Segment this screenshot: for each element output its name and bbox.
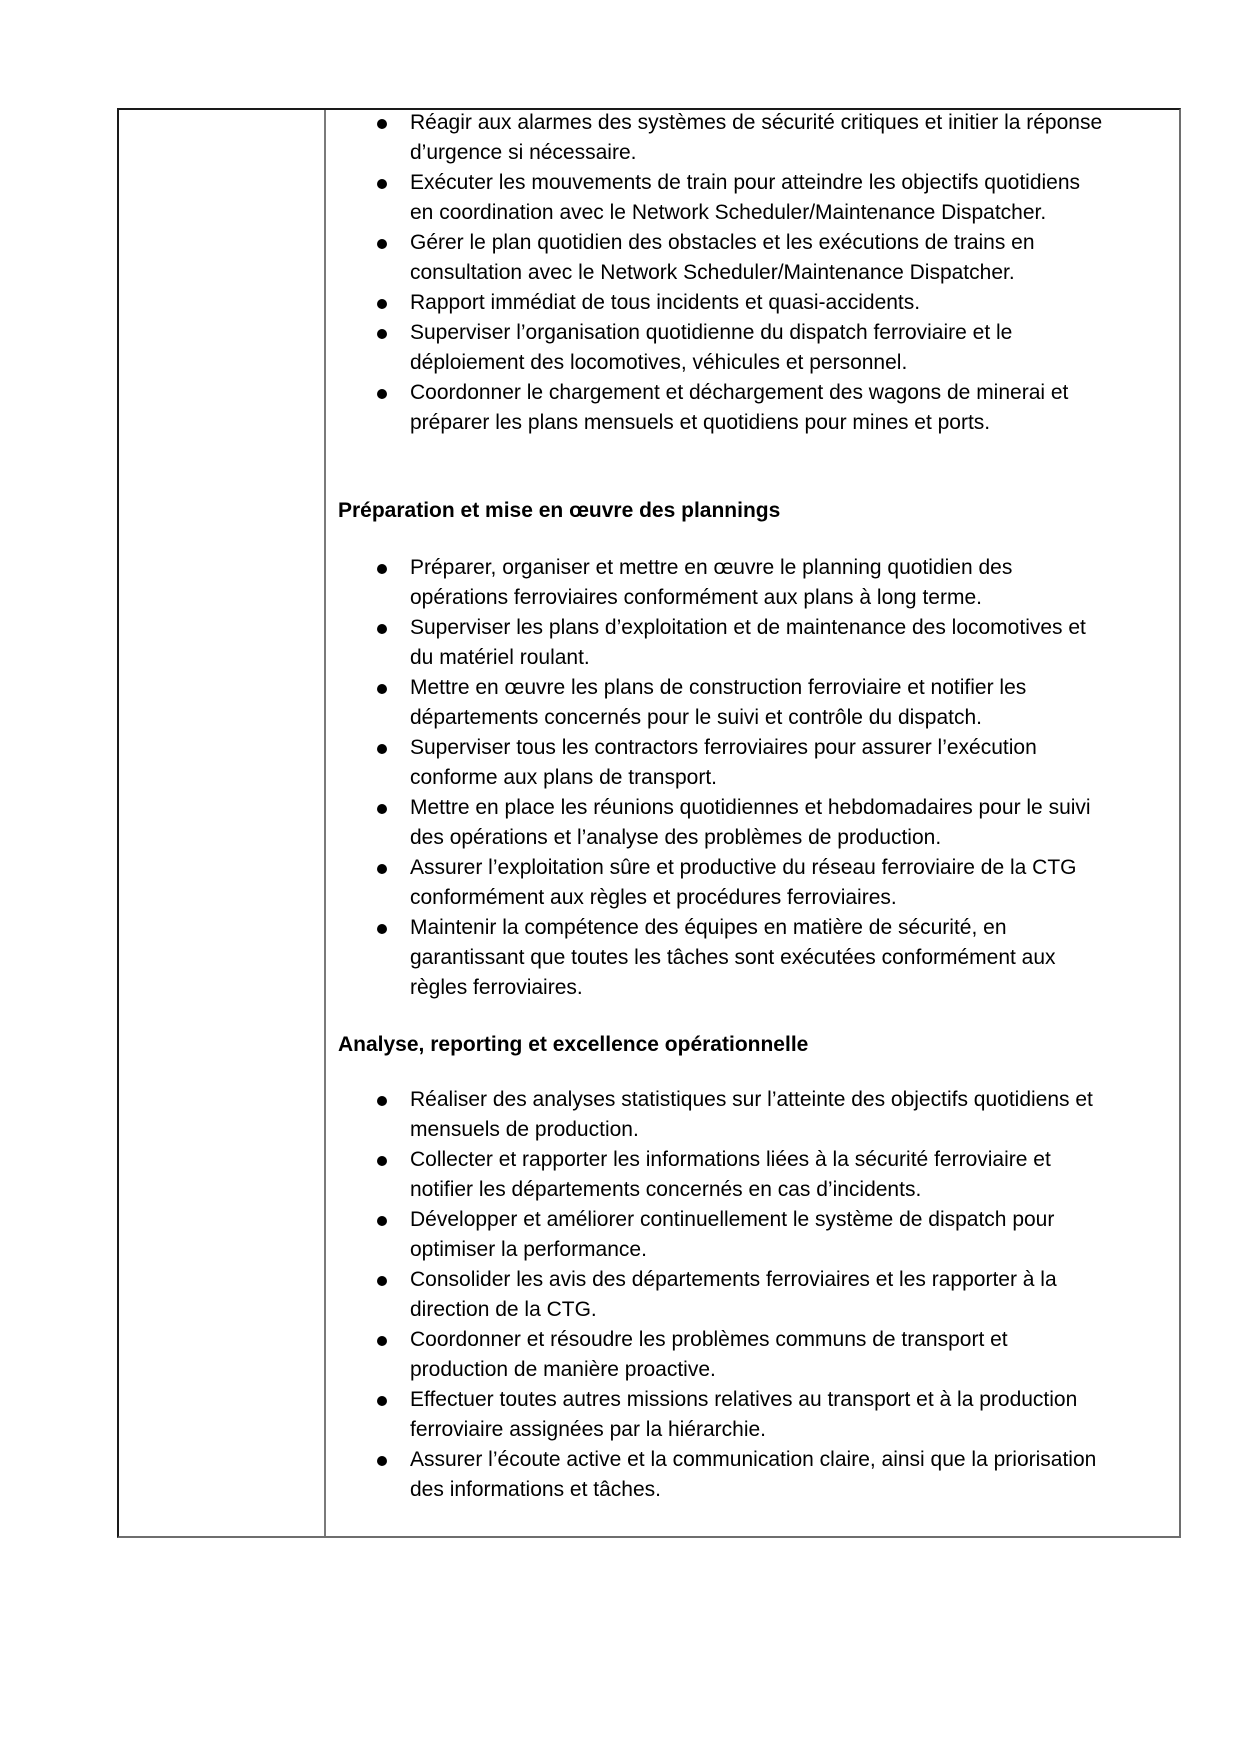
- bullet-icon: [377, 1456, 387, 1466]
- analysis-list-item-line: Collecter et rapporter les informations liées à la sécurité ferroviaire et: [410, 1148, 1051, 1171]
- planning-list-item-line: départements concernés pour le suivi et contrôle du dispatch.: [410, 706, 982, 729]
- section-heading: Préparation et mise en œuvre des plannings: [338, 499, 781, 522]
- bullet-icon: [377, 684, 387, 694]
- bullet-icon: [377, 564, 387, 574]
- intro-list-item-line: Gérer le plan quotidien des obstacles et les exécutions de trains en: [410, 231, 1035, 254]
- intro-list-item-line: Coordonner le chargement et déchargement des wagons de minerai et: [410, 381, 1069, 404]
- analysis-list-item-line: des informations et tâches.: [410, 1478, 661, 1501]
- planning-list-item-line: règles ferroviaires.: [410, 976, 583, 999]
- table-left-cell: [119, 110, 324, 1536]
- section-heading: Analyse, reporting et excellence opérationnelle: [338, 1033, 809, 1056]
- intro-list-item-line: Exécuter les mouvements de train pour atteindre les objectifs quotidiens: [410, 171, 1081, 194]
- bullet-icon: [377, 179, 387, 189]
- planning-list-item-line: Mettre en place les réunions quotidiennes et hebdomadaires pour le suivi: [410, 796, 1091, 819]
- bullet-icon: [377, 1336, 387, 1346]
- analysis-list-item-line: Développer et améliorer continuellement le système de dispatch pour: [410, 1208, 1055, 1231]
- planning-list-item-line: Assurer l’exploitation sûre et productive du réseau ferroviaire de la CTG: [410, 856, 1077, 879]
- intro-list-item-line: consultation avec le Network Scheduler/Maintenance Dispatcher.: [410, 261, 1015, 284]
- planning-list-item-line: Mettre en œuvre les plans de construction ferroviaire et notifier les: [410, 676, 1027, 699]
- analysis-list-item-line: Effectuer toutes autres missions relatives au transport et à la production: [410, 1388, 1078, 1411]
- planning-list-item-line: des opérations et l’analyse des problèmes de production.: [410, 826, 942, 849]
- planning-list-item-line: du matériel roulant.: [410, 646, 590, 669]
- analysis-list-item-line: Assurer l’écoute active et la communication claire, ainsi que la priorisation: [410, 1448, 1097, 1471]
- bullet-icon: [377, 1096, 387, 1106]
- bullet-icon: [377, 744, 387, 754]
- intro-list-item-line: d’urgence si nécessaire.: [410, 141, 637, 164]
- analysis-list-item-line: optimiser la performance.: [410, 1238, 647, 1261]
- planning-list-item-line: Maintenir la compétence des équipes en matière de sécurité, en: [410, 916, 1007, 939]
- analysis-list-item-line: mensuels de production.: [410, 1118, 639, 1141]
- intro-list-item-line: en coordination avec le Network Scheduler/Maintenance Dispatcher.: [410, 201, 1047, 224]
- bullet-icon: [377, 804, 387, 814]
- intro-list-item-line: préparer les plans mensuels et quotidiens pour mines et ports.: [410, 411, 991, 434]
- analysis-list-item-line: Réaliser des analyses statistiques sur l’atteinte des objectifs quotidiens et: [410, 1088, 1093, 1111]
- intro-list-item-line: Rapport immédiat de tous incidents et quasi-accidents.: [410, 291, 921, 314]
- planning-list-item-line: garantissant que toutes les tâches sont exécutées conformément aux: [410, 946, 1056, 969]
- bullet-icon: [377, 1156, 387, 1166]
- bullet-icon: [377, 624, 387, 634]
- intro-list-item-line: Réagir aux alarmes des systèmes de sécurité critiques et initier la réponse: [410, 111, 1103, 134]
- analysis-list-item-line: Coordonner et résoudre les problèmes communs de transport et: [410, 1328, 1008, 1351]
- analysis-list-item-line: notifier les départements concernés en cas d’incidents.: [410, 1178, 922, 1201]
- analysis-list-item-line: production de manière proactive.: [410, 1358, 716, 1381]
- bullet-icon: [377, 1216, 387, 1226]
- bullet-icon: [377, 299, 387, 309]
- bullet-icon: [377, 924, 387, 934]
- analysis-list-item-line: direction de la CTG.: [410, 1298, 597, 1321]
- intro-list-item-line: déploiement des locomotives, véhicules et personnel.: [410, 351, 908, 374]
- analysis-list-item-line: ferroviaire assignées par la hiérarchie.: [410, 1418, 767, 1441]
- planning-list-item-line: Préparer, organiser et mettre en œuvre le planning quotidien des: [410, 556, 1013, 579]
- bullet-icon: [377, 1276, 387, 1286]
- planning-list-item-line: opérations ferroviaires conformément aux plans à long terme.: [410, 586, 982, 609]
- bullet-icon: [377, 1396, 387, 1406]
- planning-list-item-line: Superviser tous les contractors ferroviaires pour assurer l’exécution: [410, 736, 1037, 759]
- bullet-icon: [377, 389, 387, 399]
- planning-list-item-line: Superviser les plans d’exploitation et de maintenance des locomotives et: [410, 616, 1086, 639]
- bullet-icon: [377, 239, 387, 249]
- planning-list-item-line: conforme aux plans de transport.: [410, 766, 718, 789]
- column-divider: [324, 110, 326, 1536]
- bullet-icon: [377, 329, 387, 339]
- analysis-list-item-line: Consolider les avis des départements ferroviaires et les rapporter à la: [410, 1268, 1057, 1291]
- planning-list-item-line: conformément aux règles et procédures ferroviaires.: [410, 886, 897, 909]
- bullet-icon: [377, 119, 387, 129]
- intro-list-item-line: Superviser l’organisation quotidienne du dispatch ferroviaire et le: [410, 321, 1013, 344]
- bullet-icon: [377, 864, 387, 874]
